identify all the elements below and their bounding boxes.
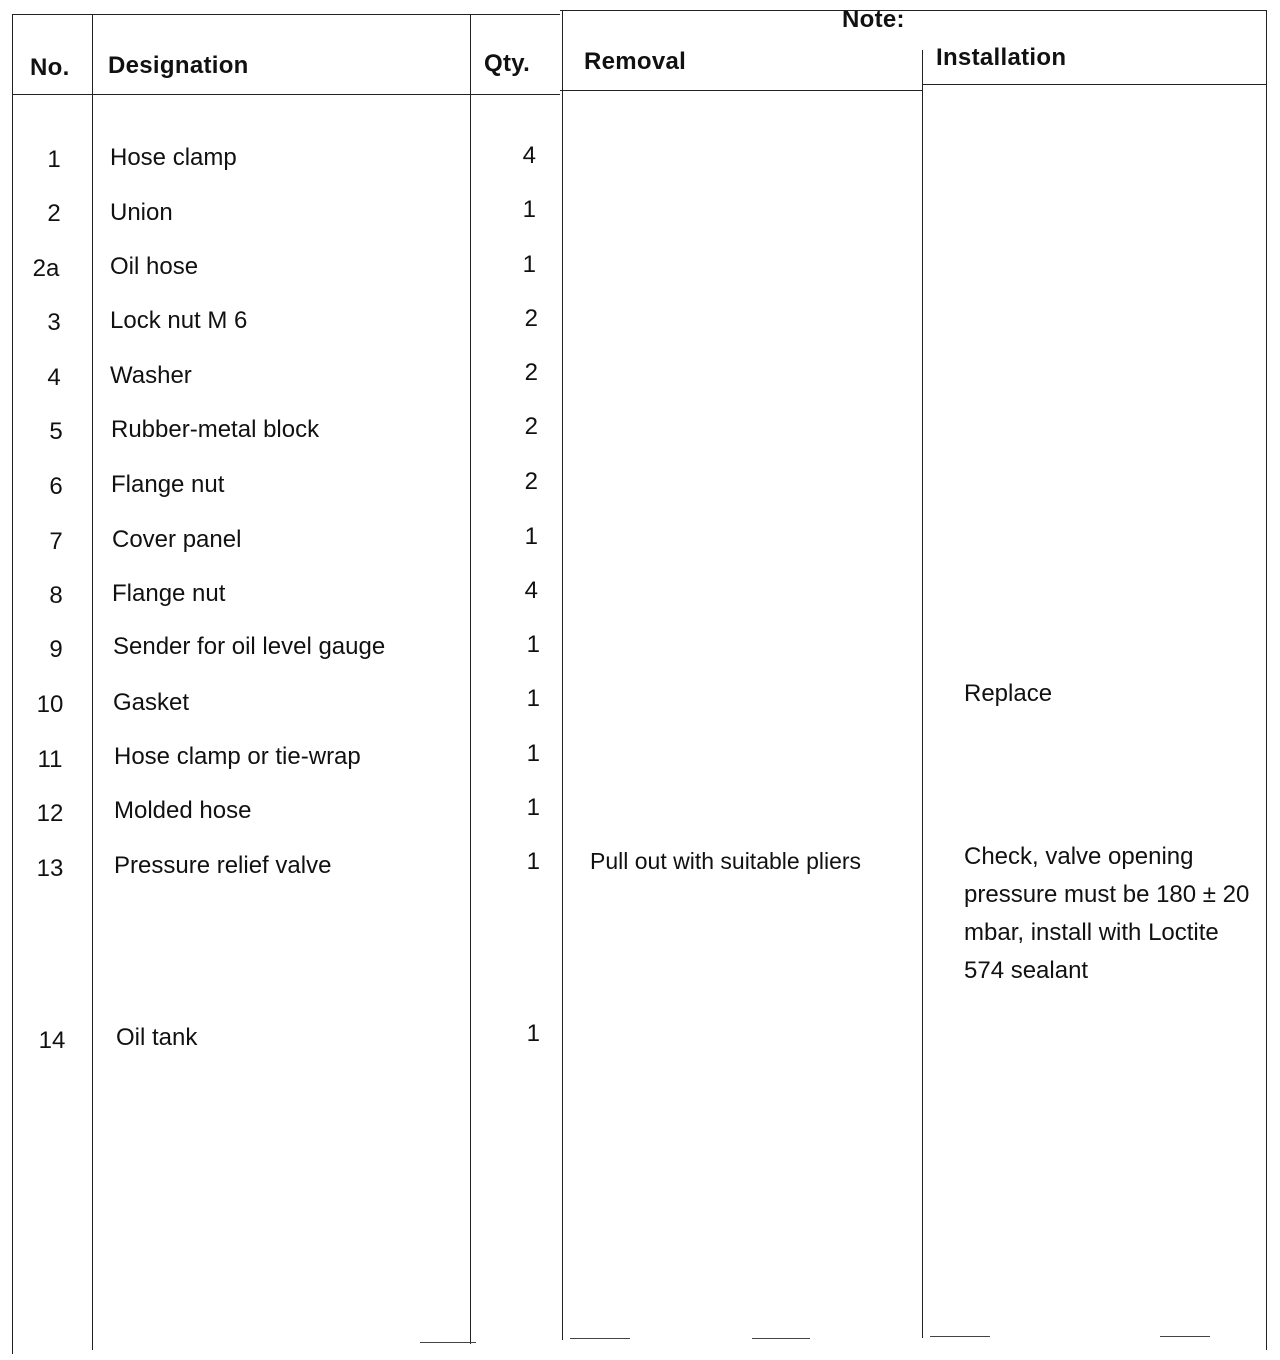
row-no: 4 xyxy=(47,364,61,391)
row-designation: Lock nut M 6 xyxy=(110,307,248,334)
row-qty: 1 xyxy=(522,251,536,278)
row-designation: Gasket xyxy=(113,689,190,716)
table-top-border-right xyxy=(560,10,1266,11)
row-no: 10 xyxy=(36,691,64,718)
col-divider-removal xyxy=(922,50,923,1338)
row-qty: 2 xyxy=(524,305,538,332)
row-designation: Sender for oil level gauge xyxy=(113,633,386,660)
row-designation: Flange nut xyxy=(112,580,226,607)
bottom-rule xyxy=(752,1338,810,1339)
col-divider-designation xyxy=(470,14,471,1344)
header-no: No. xyxy=(30,54,70,81)
row-no: 9 xyxy=(49,636,63,663)
col-divider-qty xyxy=(562,10,563,1340)
table-top-border xyxy=(12,14,560,15)
row-no: 6 xyxy=(49,473,63,500)
row-no: 5 xyxy=(49,418,63,445)
row-qty: 2 xyxy=(524,359,538,386)
row-no: 13 xyxy=(36,855,64,882)
row-designation: Rubber-metal block xyxy=(111,416,320,443)
bottom-rule xyxy=(930,1336,990,1337)
row-no: 11 xyxy=(37,746,63,773)
row-no: 2a xyxy=(32,255,60,282)
row-qty: 4 xyxy=(524,577,538,604)
row-no: 8 xyxy=(49,582,63,609)
col-divider-no xyxy=(92,14,93,1350)
header-designation: Designation xyxy=(108,52,249,79)
bottom-rule xyxy=(1160,1336,1210,1337)
header-removal: Removal xyxy=(584,48,687,75)
header-bottom-border-right xyxy=(560,90,922,91)
row-removal: Pull out with suitable pliers xyxy=(590,848,862,874)
col-divider-right xyxy=(1266,10,1267,1350)
row-designation: Hose clamp or tie-wrap xyxy=(114,743,361,770)
row-qty: 1 xyxy=(526,631,540,658)
row-qty: 1 xyxy=(526,1020,540,1047)
row-designation: Pressure relief valve xyxy=(114,852,332,879)
row-installation: Replace xyxy=(964,680,1053,707)
bottom-rule xyxy=(570,1338,630,1339)
row-qty: 1 xyxy=(526,848,540,875)
row-qty: 1 xyxy=(524,523,538,550)
row-no: 3 xyxy=(47,309,61,336)
header-installation: Installation xyxy=(936,44,1067,71)
row-qty: 2 xyxy=(524,468,538,495)
row-no: 1 xyxy=(47,146,61,173)
row-designation: Cover panel xyxy=(112,526,242,553)
row-no: 12 xyxy=(36,800,64,827)
row-qty: 1 xyxy=(526,794,540,821)
row-qty: 1 xyxy=(526,740,540,767)
row-designation: Molded hose xyxy=(114,797,252,824)
row-no: 7 xyxy=(49,528,63,555)
row-qty: 4 xyxy=(522,142,536,169)
row-installation: Check, valve opening pressure must be 180 ± 20 mbar, install with Loctite 574 sealant xyxy=(964,843,1250,984)
bottom-rule xyxy=(420,1342,476,1343)
row-no: 2 xyxy=(47,200,61,227)
row-designation: Hose clamp xyxy=(110,144,237,171)
row-designation: Oil hose xyxy=(110,253,199,280)
row-designation: Oil tank xyxy=(116,1024,198,1051)
header-note: Note: xyxy=(842,6,905,33)
row-qty: 1 xyxy=(522,196,536,223)
row-designation: Washer xyxy=(110,362,192,389)
row-designation: Union xyxy=(110,199,173,226)
col-divider-left xyxy=(12,14,13,1354)
row-no: 14 xyxy=(38,1027,66,1054)
row-qty: 2 xyxy=(524,413,538,440)
row-designation: Flange nut xyxy=(111,471,225,498)
note-subheader-border xyxy=(922,84,1266,85)
row-qty: 1 xyxy=(526,685,540,712)
header-bottom-border xyxy=(12,94,560,95)
header-qty: Qty. xyxy=(484,50,531,77)
